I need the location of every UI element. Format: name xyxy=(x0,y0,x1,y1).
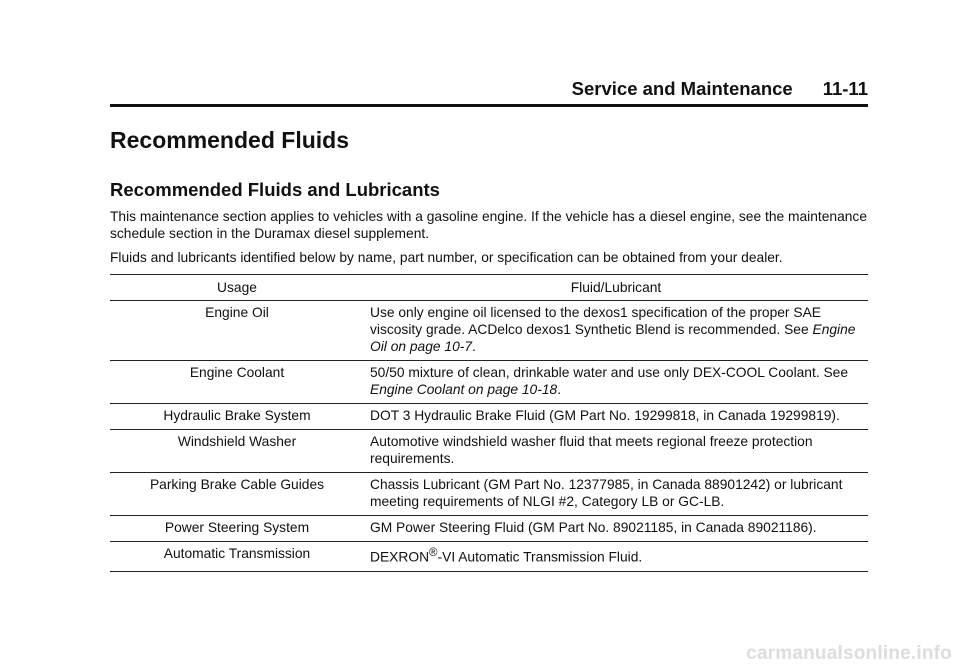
page-number: 11-11 xyxy=(822,78,868,99)
fluid-text: Use only engine oil licensed to the dexos1 specification of the proper SAE viscosity grade. ACDelco dexos1 Synthetic Blend is recommended. See xyxy=(370,305,821,337)
table-row xyxy=(110,361,868,404)
usage-cell: Windshield Washer xyxy=(110,430,364,473)
column-header-fluid: Fluid/Lubricant xyxy=(364,275,868,301)
intro-paragraph: This maintenance section applies to vehicles with a gasoline engine. If the vehicle has a diesel engine, see the maintenance schedule section in the Duramax diesel supplement. xyxy=(110,209,868,241)
table-row xyxy=(110,542,868,572)
fluid-text: 50/50 mixture of clean, drinkable water and use only DEX-COOL Coolant. See xyxy=(370,365,849,380)
page-title: Recommended Fluids xyxy=(110,127,349,153)
usage-cell: Power Steering System xyxy=(110,516,364,542)
fluid-cell xyxy=(364,542,868,572)
fluid-cell: Automotive windshield washer fluid that meets regional freeze protection requirements. xyxy=(364,430,868,473)
section-title: Service and Maintenance xyxy=(571,78,793,99)
usage-cell: Hydraulic Brake System xyxy=(110,404,364,430)
fluid-text-tail: -VI Automatic Transmission Fluid. xyxy=(437,549,643,565)
usage-cell: Automatic Transmission xyxy=(110,542,364,572)
fluid-cell: DOT 3 Hydraulic Brake Fluid (GM Part No. 19299818, in Canada 19299819). xyxy=(364,404,868,430)
usage-cell: Parking Brake Cable Guides xyxy=(110,473,364,516)
usage-cell: Engine Coolant xyxy=(110,361,364,404)
fluid-text: DEXRON xyxy=(370,549,430,565)
table-row xyxy=(110,404,868,430)
column-header-usage: Usage xyxy=(110,275,364,301)
page-reference-link[interactable]: Engine Oil on page 10-7 xyxy=(370,322,856,354)
table-row xyxy=(110,473,868,516)
fluids-table xyxy=(110,274,868,572)
table-row xyxy=(110,430,868,473)
page-content xyxy=(110,124,868,572)
fluid-cell xyxy=(364,301,868,361)
page-reference-link[interactable]: Engine Coolant on page 10-18 xyxy=(370,382,558,397)
dealer-paragraph: Fluids and lubricants identified below by name, part number, or specification can be obtained from your dealer. xyxy=(110,250,783,265)
fluid-text-tail: . xyxy=(472,339,476,354)
watermark: carmanualsonline.info xyxy=(746,643,952,664)
table-row xyxy=(110,301,868,361)
fluid-cell xyxy=(364,361,868,404)
table-row xyxy=(110,516,868,542)
table-header-row xyxy=(110,275,868,301)
fluid-cell: GM Power Steering Fluid (GM Part No. 89021185, in Canada 89021186). xyxy=(364,516,868,542)
fluid-text-tail: . xyxy=(557,382,562,397)
page-header xyxy=(110,78,868,107)
section-heading: Recommended Fluids and Lubricants xyxy=(110,179,440,200)
fluid-cell: Chassis Lubricant (GM Part No. 12377985, in Canada 88901242) or lubricant meeting requirements of NLGI #2, Category LB or GC-LB. xyxy=(364,473,868,516)
registered-mark: ® xyxy=(429,547,438,559)
usage-cell: Engine Oil xyxy=(110,301,364,361)
